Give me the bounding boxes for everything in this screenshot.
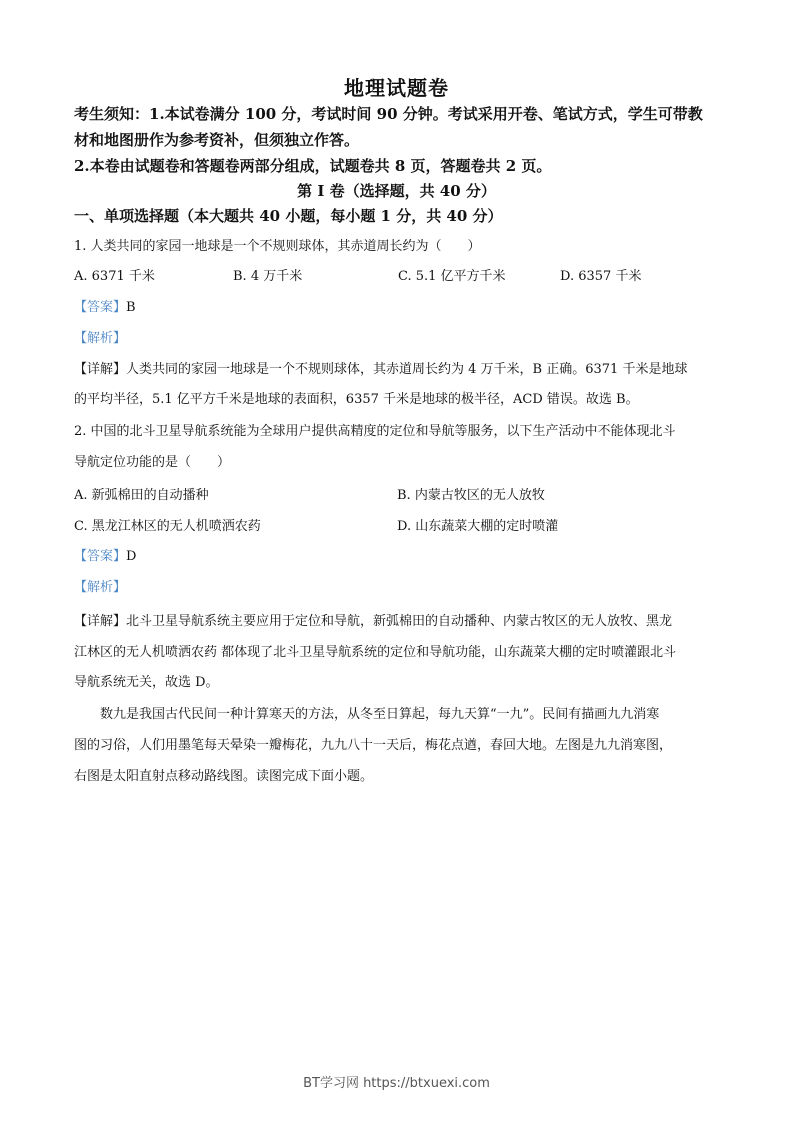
q2-option-d: D. 山东蔬菜大棚的定时喷灌 — [397, 519, 559, 534]
detail-text: 人类共同的家园一地球是一个不规则球体，其赤道周长约为 4 万千米，B 正确。6371 千米是地球 — [126, 362, 688, 377]
notice-line-3: 2.本卷由试题卷和答题卷两部分组成，试题卷共 8 页，答题卷共 2 页。 — [74, 157, 552, 175]
q1-option-b: B. 4 万千米 — [233, 269, 303, 284]
q1-option-d: D. 6357 千米 — [560, 269, 642, 284]
detail-label: 【详解】 — [74, 362, 127, 377]
passage-line-1: 数九是我国古代民间一种计算寒天的方法，从冬至日算起，每九天算“一九”。民间有描画九九消寒 — [100, 707, 660, 722]
document-title: 地理试题卷 — [344, 76, 449, 100]
q1-detail-line-1 — [74, 358, 734, 377]
q2-detail-line-1 — [74, 610, 734, 629]
detail-label: 【详解】 — [74, 614, 127, 629]
q2-detail-line-3: 导航系统无关，故选 D。 — [74, 675, 219, 690]
notice-line-1: 考生须知：1.本试卷满分 100 分，考试时间 90 分钟。考试采用开卷、笔试方式，学生可带教 — [74, 105, 703, 123]
q2-stem-line-1: 2. 中国的北斗卫星导航系统能为全球用户提供高精度的定位和导航等服务，以下生产活动中不能体现北斗 — [74, 424, 676, 439]
answer-label: 【答案】 — [74, 549, 127, 564]
q2-option-b: B. 内蒙古牧区的无人放牧 — [397, 488, 545, 503]
q1-option-a: A. 6371 千米 — [74, 269, 155, 284]
footer-watermark: BT学习网 https://btxuexi.com — [303, 1076, 490, 1091]
q1-analysis-label: 【解析】 — [74, 331, 127, 346]
q2-option-a: A. 新弧棉田的自动播种 — [74, 488, 209, 503]
q2-detail-line-2: 江林区的无人机喷洒农药 都体现了北斗卫星导航系统的定位和导航功能，山东蔬菜大棚的定时喷灌跟北斗 — [74, 645, 677, 660]
answer-label: 【答案】 — [74, 300, 127, 315]
q1-answer — [74, 296, 734, 315]
passage-line-2: 图的习俗，人们用墨笔每天晕染一瓣梅花，九九八十一天后，梅花点遒，春回大地。左图是九九消寒图， — [74, 738, 673, 753]
passage-line-3: 右图是太阳直射点移动路线图。读图完成下面小题。 — [74, 769, 374, 784]
q2-option-c: C. 黑龙江林区的无人机喷洒农药 — [74, 519, 261, 534]
notice-line-2: 材和地图册作为参考资补，但须独立作答。 — [74, 131, 360, 149]
answer-value: D — [126, 549, 137, 564]
q2-stem-line-2: 导航定位功能的是（ ） — [74, 455, 231, 470]
part-heading: 第 I 卷（选择题，共 40 分） — [297, 182, 496, 200]
q2-analysis-label: 【解析】 — [74, 580, 127, 595]
section-heading: 一、单项选择题（本大题共 40 小题，每小题 1 分，共 40 分） — [74, 207, 503, 225]
q1-detail-line-2: 的平均半径，5.1 亿平方千米是地球的表面积，6357 千米是地球的极半径，ACD 错误。故选 B。 — [74, 392, 639, 407]
answer-value: B — [126, 300, 136, 315]
q2-answer — [74, 545, 734, 564]
q1-option-c: C. 5.1 亿平方千米 — [398, 269, 506, 284]
detail-text: 北斗卫星导航系统主要应用于定位和导航，新弧棉田的自动播种、内蒙古牧区的无人放牧、黑龙 — [126, 614, 673, 629]
q1-stem: 1. 人类共同的家园一地球是一个不规则球体，其赤道周长约为（ ） — [74, 239, 481, 254]
